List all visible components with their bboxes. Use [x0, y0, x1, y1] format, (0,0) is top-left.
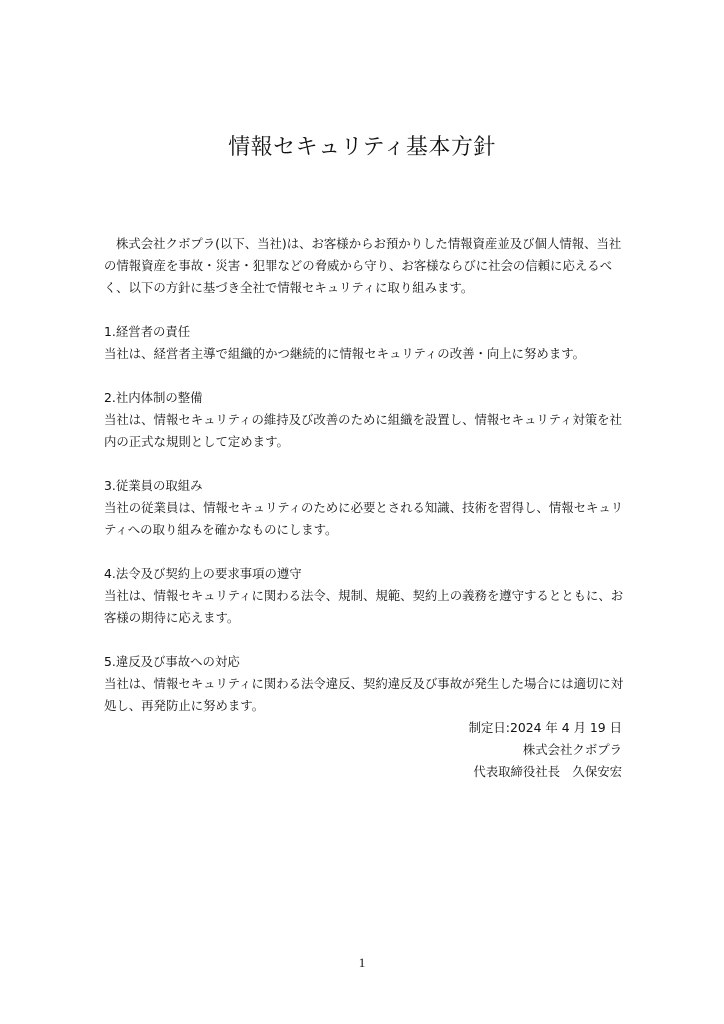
section-heading: 1.経営者の責任 [104, 324, 191, 339]
document-title: 情報セキュリティ基本方針 [228, 135, 496, 160]
policy-section-4 [104, 563, 626, 629]
section-body: 当社は、情報セキュリティに関わる法令違反、契約違反及び事故が発生した場合には適切に対処し、再発防止に努めます。 [104, 676, 624, 713]
section-heading: 2.社内体制の整備 [104, 390, 203, 405]
representative-name: 代表取締役社長 久保安宏 [473, 764, 622, 779]
policy-section-2 [104, 387, 626, 453]
section-body: 当社の従業員は、情報セキュリティのために必要とされる知識、技術を習得し、情報セキュリティへの取り組みを確かなものにします。 [104, 500, 624, 537]
intro-paragraph: 株式会社クボプラ(以下、当社)は、お客様からお預かりした情報資産並及び個人情報、当社の情報資産を事故・災害・犯罪などの脅威から守り、お客様ならびに社会の信頼に応えるべく、以下の方針に基づき全社で情報セキュリティに取り組みます。 [104, 236, 622, 295]
section-body: 当社は、経営者主導で組織的かつ継続的に情報セキュリティの改善・向上に努めます。 [104, 346, 586, 361]
policy-section-3 [104, 475, 626, 541]
section-heading: 3.従業員の取組み [104, 478, 203, 493]
policy-section-5 [104, 651, 626, 717]
signature-block [104, 717, 622, 783]
section-heading: 4.法令及び契約上の要求事項の遵守 [104, 566, 302, 581]
company-name: 株式会社クボプラ [522, 742, 622, 757]
policy-content [104, 233, 626, 717]
established-date: 制定日:2024 年 4 月 19 日 [468, 720, 622, 735]
page-number: 1 [358, 955, 366, 970]
section-body: 当社は、情報セキュリティの維持及び改善のために組織を設置し、情報セキュリティ対策を社内の正式な規則として定めます。 [104, 412, 622, 449]
section-body: 当社は、情報セキュリティに関わる法令、規制、規範、契約上の義務を遵守するとともに、お客様の期待に応えます。 [104, 588, 624, 625]
section-heading: 5.違反及び事故への対応 [104, 654, 240, 669]
policy-section-1 [104, 321, 626, 365]
